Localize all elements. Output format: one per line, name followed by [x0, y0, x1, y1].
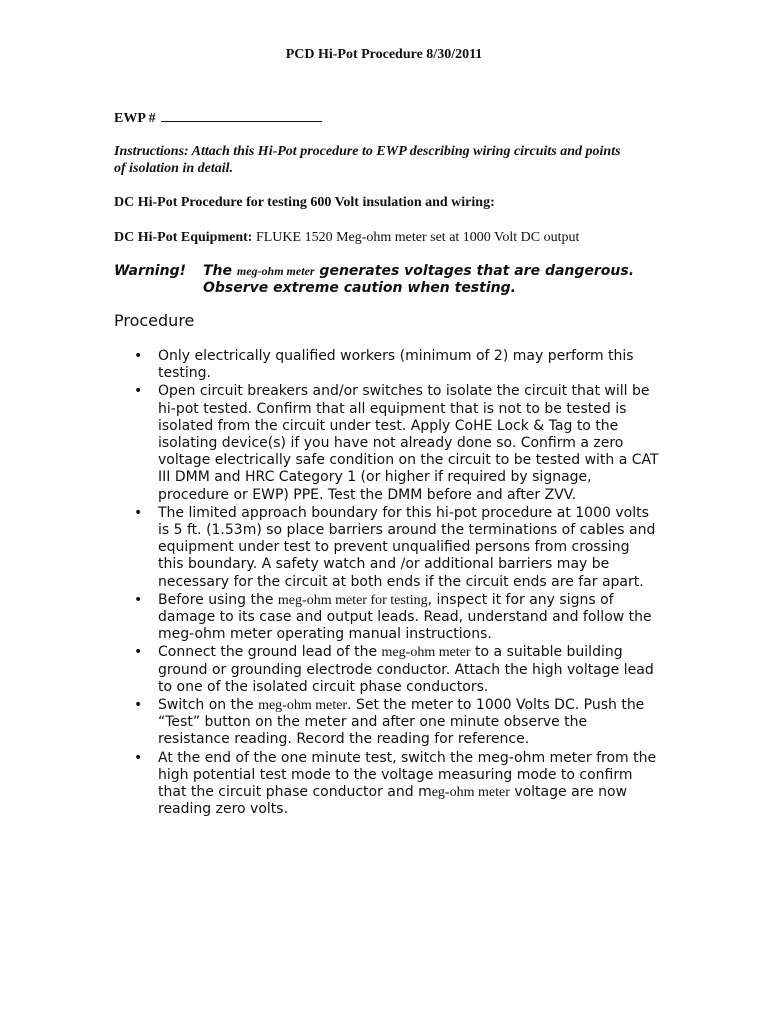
step-7-text-c: voltage are now reading zero volts. [158, 784, 628, 818]
warning-text-1: The [203, 263, 233, 279]
procedure-heading: Procedure [114, 311, 195, 330]
step-5-meter-term: meg-ohm meter [381, 645, 471, 661]
equipment-line [114, 230, 579, 246]
warning-text-2: generates voltages that are dangerous. [319, 263, 635, 279]
procedure-step-7 [114, 750, 659, 819]
procedure-step-2 [114, 383, 659, 503]
step-5-text-c: to a suitable building ground or grounding electrode conductor. Attach the high voltage lead to one of the isolated circuit phase conductors. [158, 644, 654, 695]
procedure-step-1 [114, 348, 659, 382]
step-4-text-a: Before using the [158, 591, 274, 608]
procedure-step-4 [114, 592, 659, 644]
step-5-text-a: Connect the ground lead of the [158, 644, 378, 661]
step-4-text-c: , inspect it for any signs of damage to its case and output leads. Read, understand and follow the meg-ohm meter operating manual instructions. [158, 591, 652, 643]
document-title: PCD Hi-Pot Procedure 8/30/2011 [285, 47, 483, 62]
step-7-meter-term: eg-ohm meter [431, 785, 510, 801]
procedure-step-3 [114, 505, 659, 591]
warning-meter-term: meg-ohm meter [236, 264, 315, 278]
dc-procedure-title: DC Hi-Pot Procedure for testing 600 Volt insulation and wiring: [114, 195, 495, 210]
warning-line-2: Observe extreme caution when testing. [203, 280, 516, 296]
step-7-text-a: At the end of the one minute test, switch the meg-ohm meter from the high potential test mode to the voltage measuring mode to confirm that the circuit phase conductor and m [158, 749, 657, 801]
step-3-text: The limited approach boundary for this hi-pot procedure at 1000 volts is 5 ft. (1.53m) so place barriers around the terminations of cables and equipment under test to prevent unqualified persons from crossing this boundary. A safety watch and /or additional barriers may be necessary for the circuit at both ends if the circuit ends are far apart. [158, 504, 656, 590]
equipment-label: DC Hi-Pot Equipment: [114, 230, 253, 245]
step-2-text: Open circuit breakers and/or switches to isolate the circuit that will be hi-pot tested. Confirm that all equipment that is not to be tested is isolated from the circuit under test. Apply CoHE Lock & Tag to the isolating device(s) if you have not already done so. Confirm a zero voltage electrically safe condition on the circuit to be tested with a CAT III DMM and HRC Category 1 (or higher if required by signage, procedure or EWP) PPE. Test the DMM before and after ZVV. [158, 383, 659, 503]
ewp-blank-line [161, 109, 322, 122]
ewp-field [114, 109, 322, 127]
step-6-text-a: Switch on the [158, 697, 254, 714]
ewp-label: EWP # [114, 111, 156, 126]
warning-text [203, 263, 663, 297]
step-6-meter-term: meg-ohm meter [258, 698, 348, 714]
step-4-meter-term: meg-ohm meter for testing [277, 592, 428, 608]
equipment-value: FLUKE 1520 Meg-ohm meter set at 1000 Volt DC output [255, 230, 580, 245]
step-1-text: Only electrically qualified workers (minimum of 2) may perform this testing. [158, 348, 634, 382]
step-6-text-c: . Set the meter to 1000 Volts DC. Push the “Test” button on the meter and after one minute observe the resistance reading. Record the reading for reference. [158, 697, 645, 748]
procedure-list [114, 348, 659, 819]
procedure-step-5 [114, 644, 659, 696]
warning-label: Warning! [114, 263, 186, 279]
instructions-paragraph: Instructions: Attach this Hi-Pot procedure to EWP describing wiring circuits and points of isolation in detail. [114, 144, 621, 176]
procedure-step-6 [114, 697, 659, 749]
